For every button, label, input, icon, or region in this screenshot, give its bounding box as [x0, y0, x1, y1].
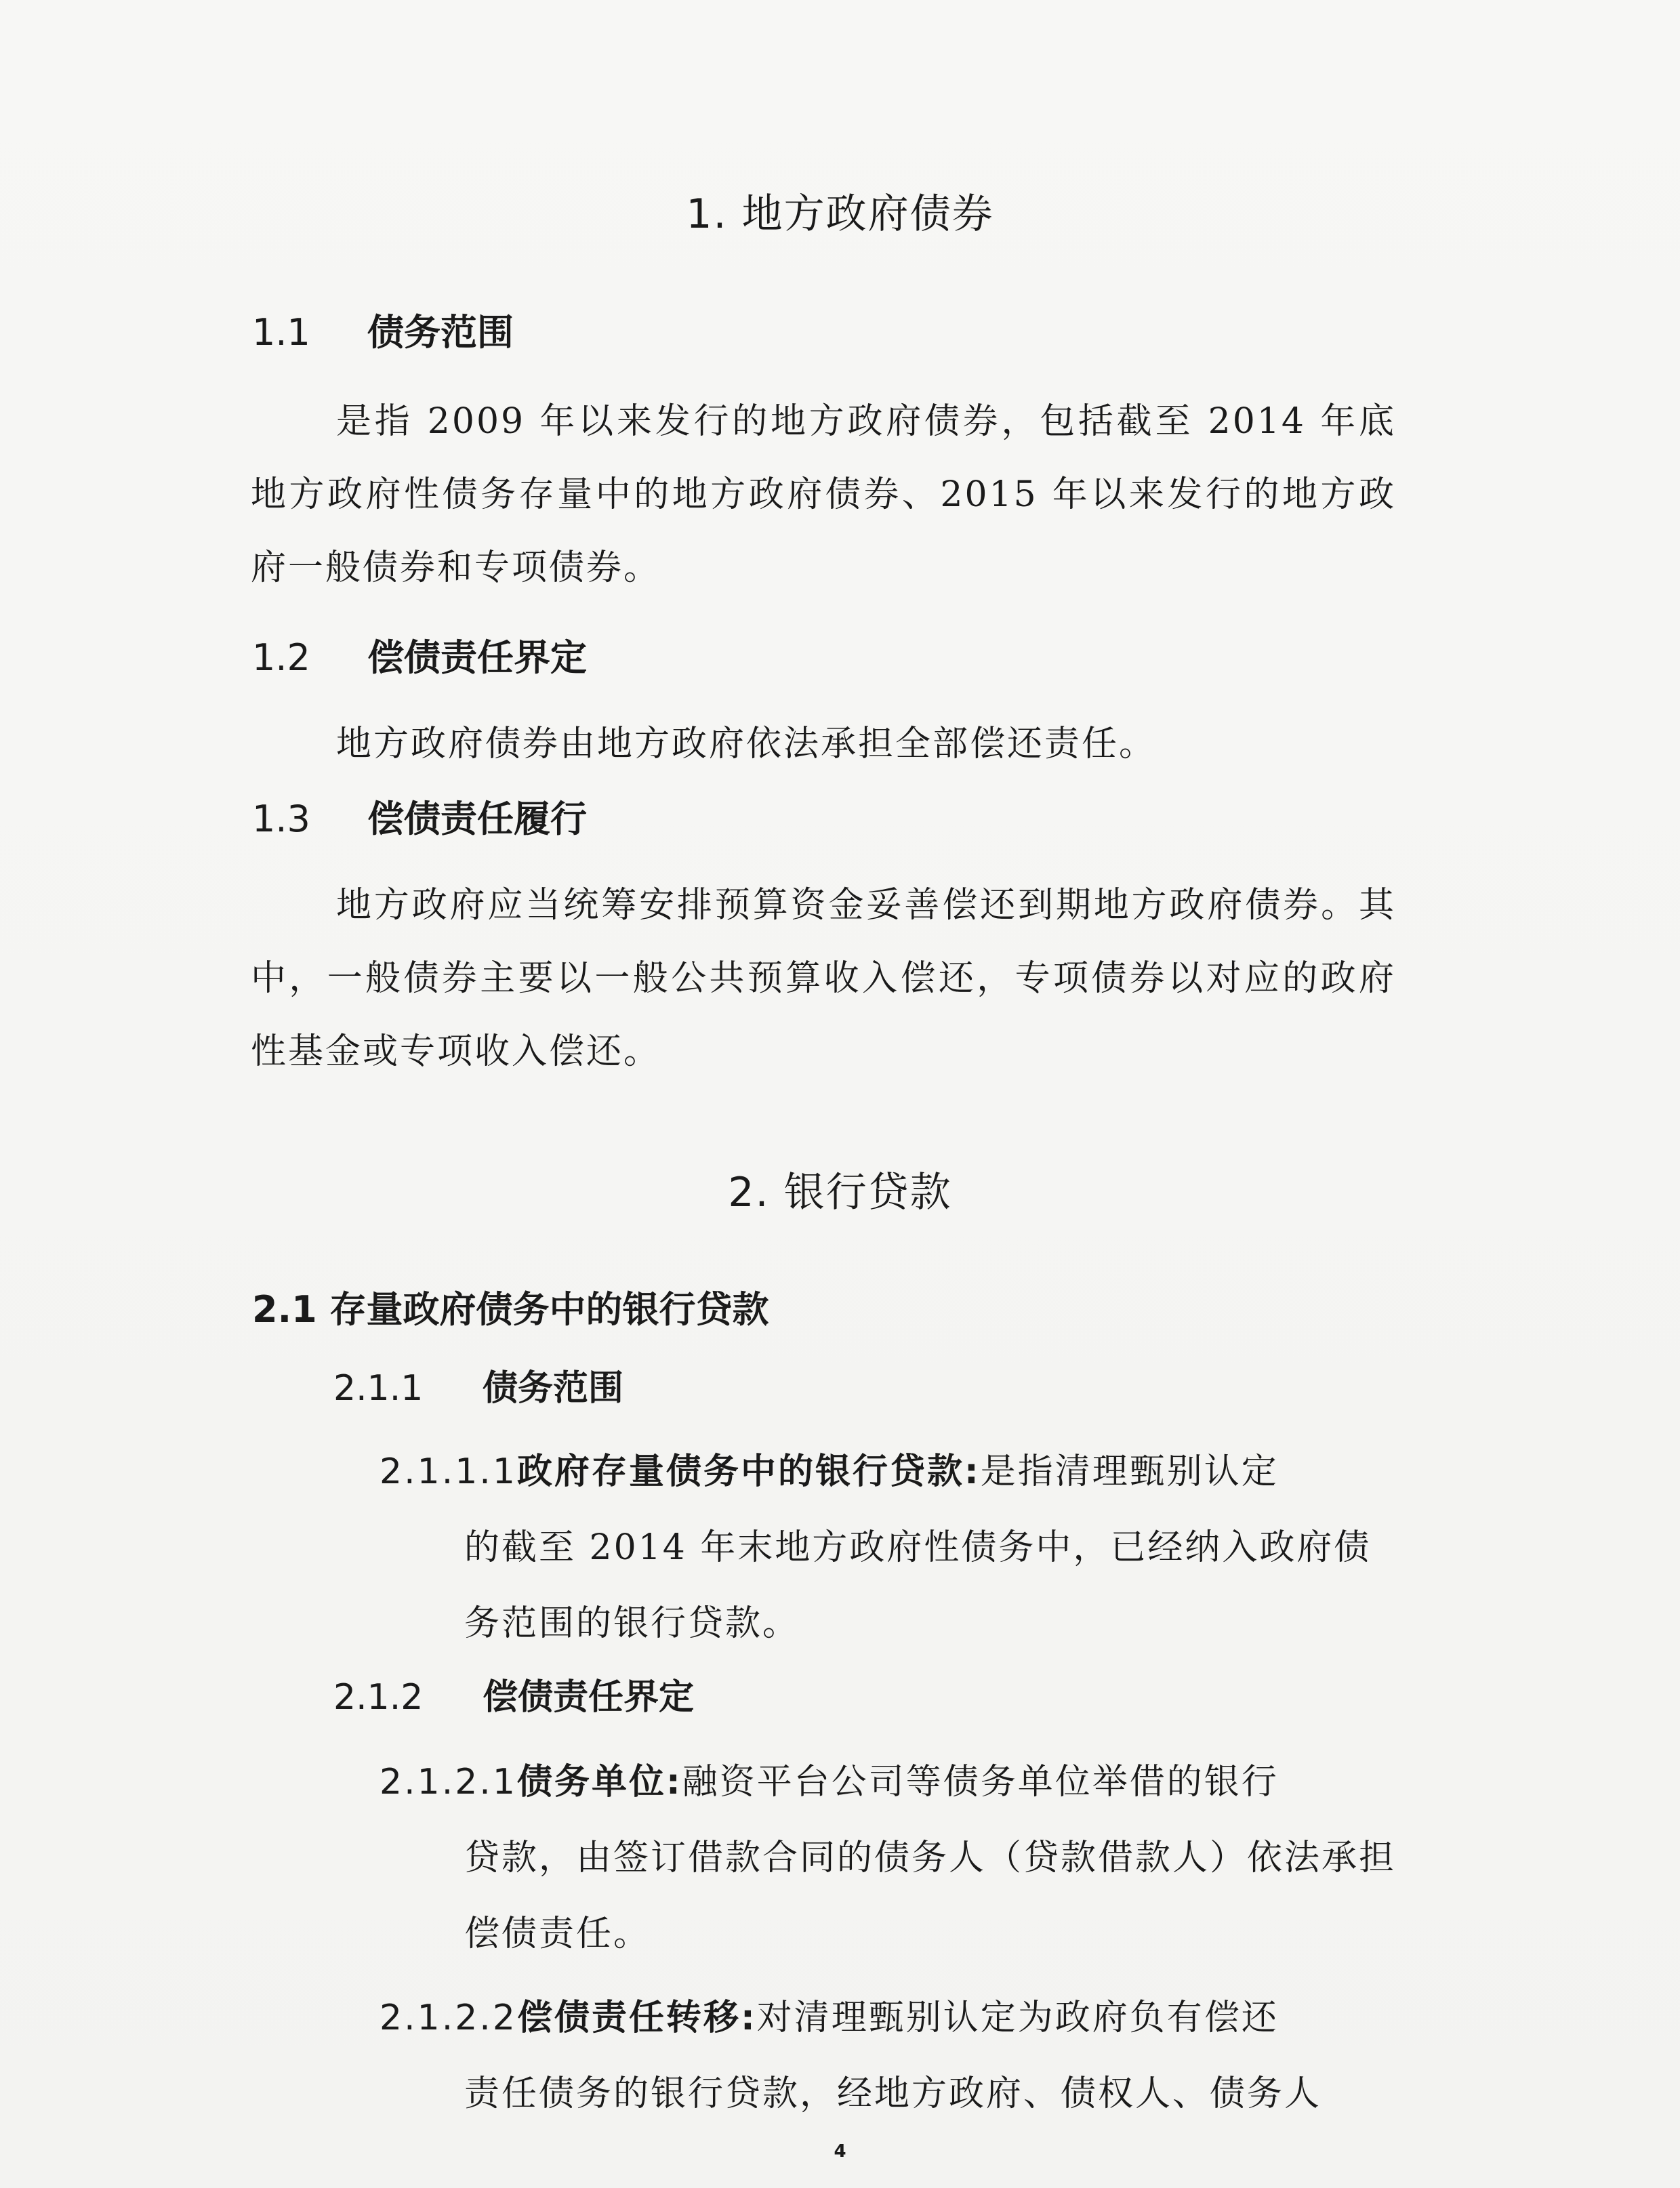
item-2-1-2-2-number: 2.1.2.2 [380, 1998, 517, 2038]
subsection-1-2-title: 偿债责任界定 [367, 636, 587, 679]
section-2-title: 2. 银行贷款 [728, 1169, 952, 1216]
item-2-1-2-heading [333, 1668, 694, 1719]
item-2-1-2-1-lead-text: 债务单位: [516, 1762, 682, 1802]
item-2-1-2-1-lead [380, 1762, 682, 1802]
subsection-2-1-heading: 2.1 存量政府债务中的银行贷款 [252, 1288, 769, 1331]
subsection-1-2-heading [252, 629, 587, 681]
item-2-1-2-2-line1: 对清理甄别认定为政府负有偿还 [756, 1998, 1279, 2038]
item-2-1-2-1 [380, 1744, 1396, 1972]
item-2-1-2-2 [380, 1980, 1396, 2132]
subsection-1-1-heading [252, 304, 514, 356]
item-2-1-1-1-lead [380, 1451, 981, 1492]
item-2-1-2-title: 偿债责任界定 [483, 1677, 695, 1718]
item-2-1-1-1-number: 2.1.1.1 [380, 1451, 517, 1492]
item-2-1-1-heading [333, 1359, 623, 1410]
subsection-1-3-heading [252, 790, 587, 842]
item-2-1-1-title: 债务范围 [483, 1368, 624, 1409]
item-2-1-2-number: 2.1.2 [333, 1677, 424, 1718]
item-2-1-2-2-lead-text: 偿债责任转移: [516, 1998, 757, 2038]
item-2-1-1-1-lead-text: 政府存量债务中的银行贷款: [516, 1451, 981, 1492]
section-1-title: 1. 地方政府债券 [686, 190, 994, 238]
item-2-1-1-1-line1: 是指清理甄别认定 [980, 1451, 1279, 1492]
subsection-1-3-text: 地方政府应当统筹安排预算资金妥善偿还到期地方政府债券。其中，一般债券主要以一般公共预算收入偿还，专项债券以对应的政府性基金或专项收入偿还。 [251, 885, 1396, 1072]
subsection-1-2-text: 地方政府债券由地方政府依法承担全部偿还责任。 [336, 724, 1157, 764]
item-2-1-1-1 [380, 1434, 1396, 1661]
item-2-1-2-2-lead [380, 1998, 757, 2038]
subsection-1-1-text: 是指 2009 年以来发行的地方政府债券，包括截至 2014 年底地方政府性债务存量中的地方政府债券、2015 年以来发行的地方政府一般债券和专项债券。 [251, 401, 1396, 588]
item-2-1-2-1-rest: 贷款，由签订借款合同的债务人（贷款借款人）依法承担偿债责任。 [464, 1838, 1397, 1954]
subsection-1-3-number: 1.3 [252, 798, 310, 840]
subsection-1-1-number: 1.1 [252, 311, 310, 354]
page-number: 4 [834, 2141, 846, 2162]
item-2-1-2-2-rest: 责任债务的银行贷款，经地方政府、债权人、债务人 [464, 2073, 1322, 2114]
item-2-1-1-1-rest: 的截至 2014 年末地方政府性债务中，已经纳入政府债务范围的银行贷款。 [464, 1527, 1372, 1644]
item-2-1-2-1-line1: 融资平台公司等债务单位举借的银行 [682, 1762, 1279, 1802]
subsection-1-3-title: 偿债责任履行 [367, 798, 587, 840]
item-2-1-1-number: 2.1.1 [333, 1368, 424, 1409]
item-2-1-2-1-number: 2.1.2.1 [380, 1762, 517, 1802]
subsection-1-1-title: 债务范围 [367, 311, 514, 354]
subsection-1-2-number: 1.2 [252, 636, 310, 679]
